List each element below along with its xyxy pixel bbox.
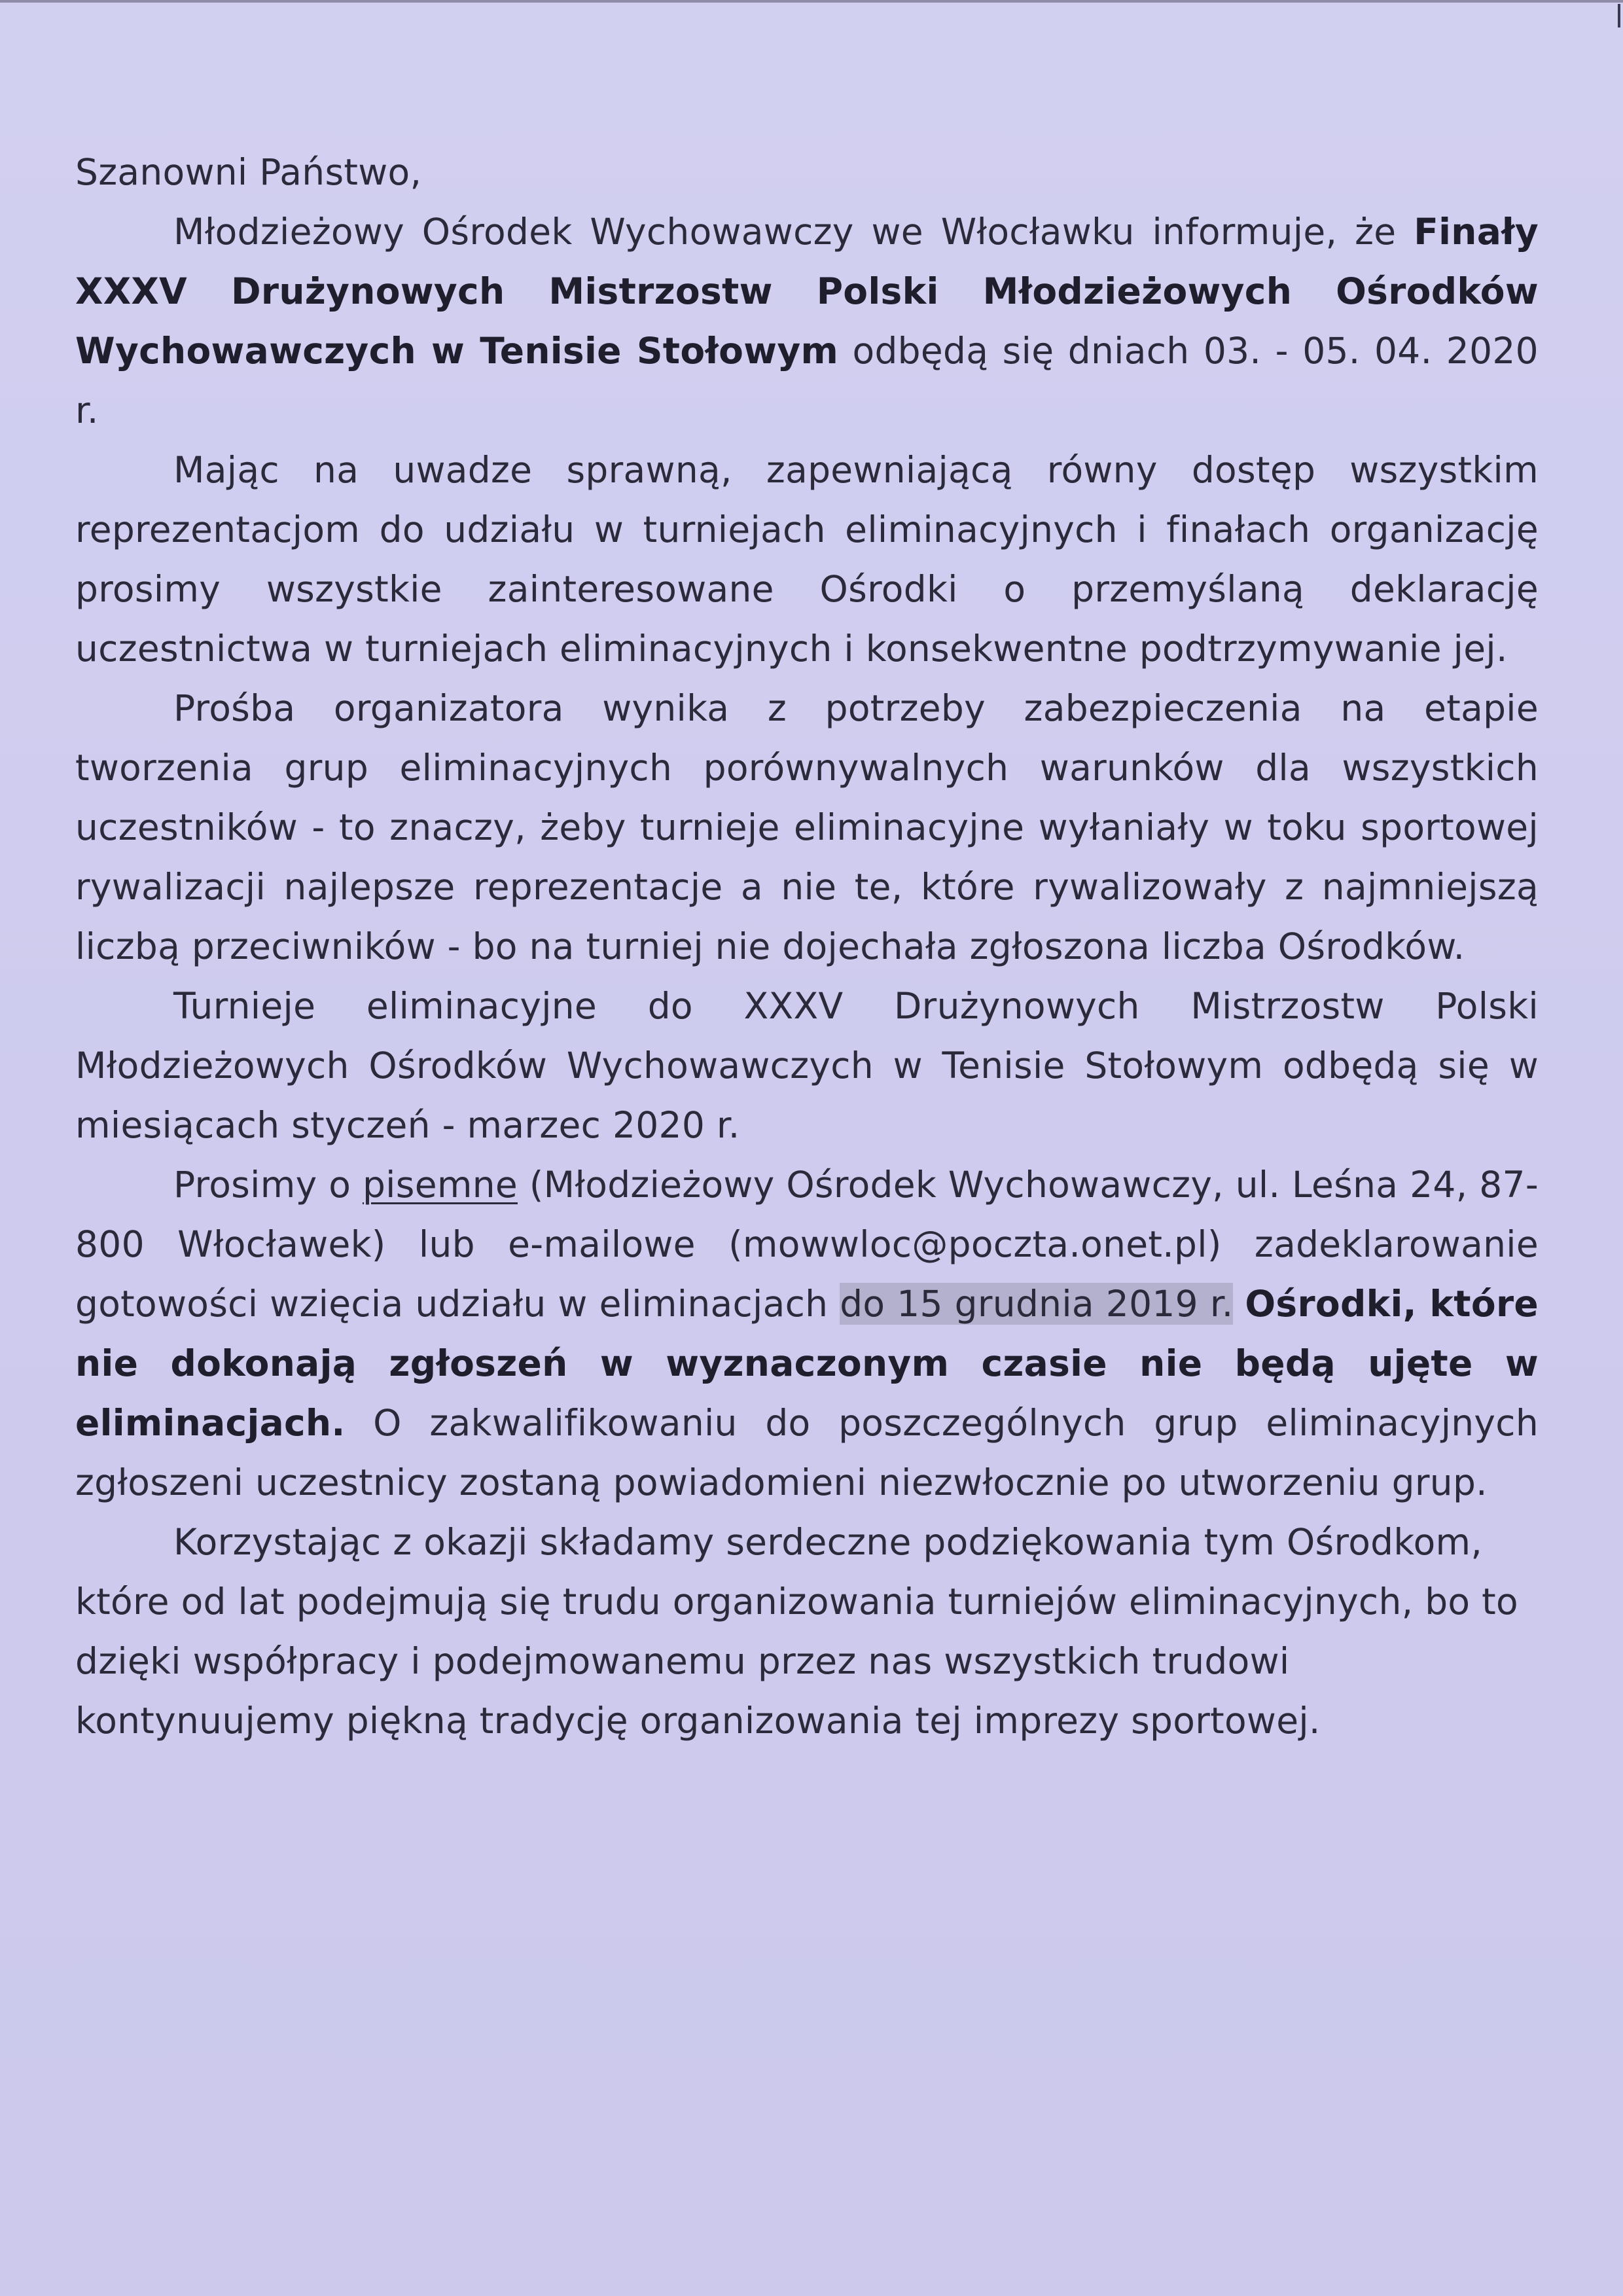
event-name: Finały XXXV Drużynowych Mistrzostw Polski Młodzieżowych Ośrodków Wychowawczych w Tenisie Stołowym bbox=[75, 211, 1539, 372]
paragraph-registration bbox=[75, 1155, 1539, 1513]
announcement-intro: Młodzieżowy Ośrodek Wychowawczy we Włocławku informuje, że bbox=[173, 211, 1397, 253]
paragraph-qualifiers-schedule: Turnieje eliminacyjne do XXXV Drużynowych Mistrzostw Polski Młodzieżowych Ośrodków Wychowawczych w Tenisie Stołowym odbędą się w miesiącach styczeń - marzec 2020 r. bbox=[75, 985, 1539, 1146]
paragraph-organizer-reason: Prośba organizatora wynika z potrzeby zabezpieczenia na etapie tworzenia grup eliminacyjnych porównywalnych warunków dla wszystkich uczestników - to znaczy, żeby turnieje eliminacyjne wyłaniały w toku sportowej rywalizacji najlepsze reprezentacje a nie te, które rywalizowały z najmniejszą liczbą przeciwników - bo na turniej nie dojechała zgłoszona liczba Ośrodków. bbox=[75, 687, 1539, 967]
registration-warning: Ośrodki, które nie dokonają zgłoszeń w wyznaczonym czasie nie będą ujęte w eliminacjach. bbox=[75, 1283, 1539, 1444]
paragraph-thanks: Korzystając z okazji składamy serdeczne podziękowania tym Ośrodkom, które od lat podejmują się trudu organizowania turniejów eliminacyjnych, bo to dzięki współpracy i podejmowanemu przez nas wszystkich trudowi kontynuujemy piękną tradycję organizowania tej imprezy sportowej. bbox=[75, 1521, 1518, 1742]
paragraph-declaration-request: Mając na uwadze sprawną, zapewniającą równy dostęp wszystkim reprezentacjom do udziału w turniejach eliminacyjnych i finałach organizację prosimy wszystkie zainteresowane Ośrodki o przemyślaną deklarację uczestnictwa w turniejach eliminacyjnych i konsekwentne podtrzymywanie jej. bbox=[75, 449, 1539, 670]
registration-address: (Młodzieżowy Ośrodek Wychowawczy, ul. Leśna 24, 87-800 Włocławek) lub e-mailowe (mowwloc@poczta.onet.pl) zadeklarowanie gotowości wzięcia udziału w eliminacjach bbox=[75, 1164, 1539, 1325]
event-dates: odbędą się dniach 03. - 05. 04. 2020 r. bbox=[75, 330, 1539, 431]
registration-lead: Prosimy o bbox=[173, 1164, 351, 1206]
scan-top-edge bbox=[0, 0, 1623, 3]
scan-edge-mark bbox=[1618, 4, 1620, 27]
registration-notification: O zakwalifikowaniu do poszczególnych grup eliminacyjnych zgłoszeni uczestnicy zostaną powiadomieni niezwłocznie po utworzeniu grup. bbox=[75, 1402, 1539, 1503]
letter-body bbox=[75, 143, 1539, 1751]
paragraph-announcement bbox=[75, 202, 1539, 440]
registration-deadline: do 15 grudnia 2019 r. bbox=[840, 1283, 1234, 1325]
letter-greeting: Szanowni Państwo, bbox=[75, 151, 422, 193]
written-form-underlined: pisemne bbox=[362, 1164, 518, 1206]
